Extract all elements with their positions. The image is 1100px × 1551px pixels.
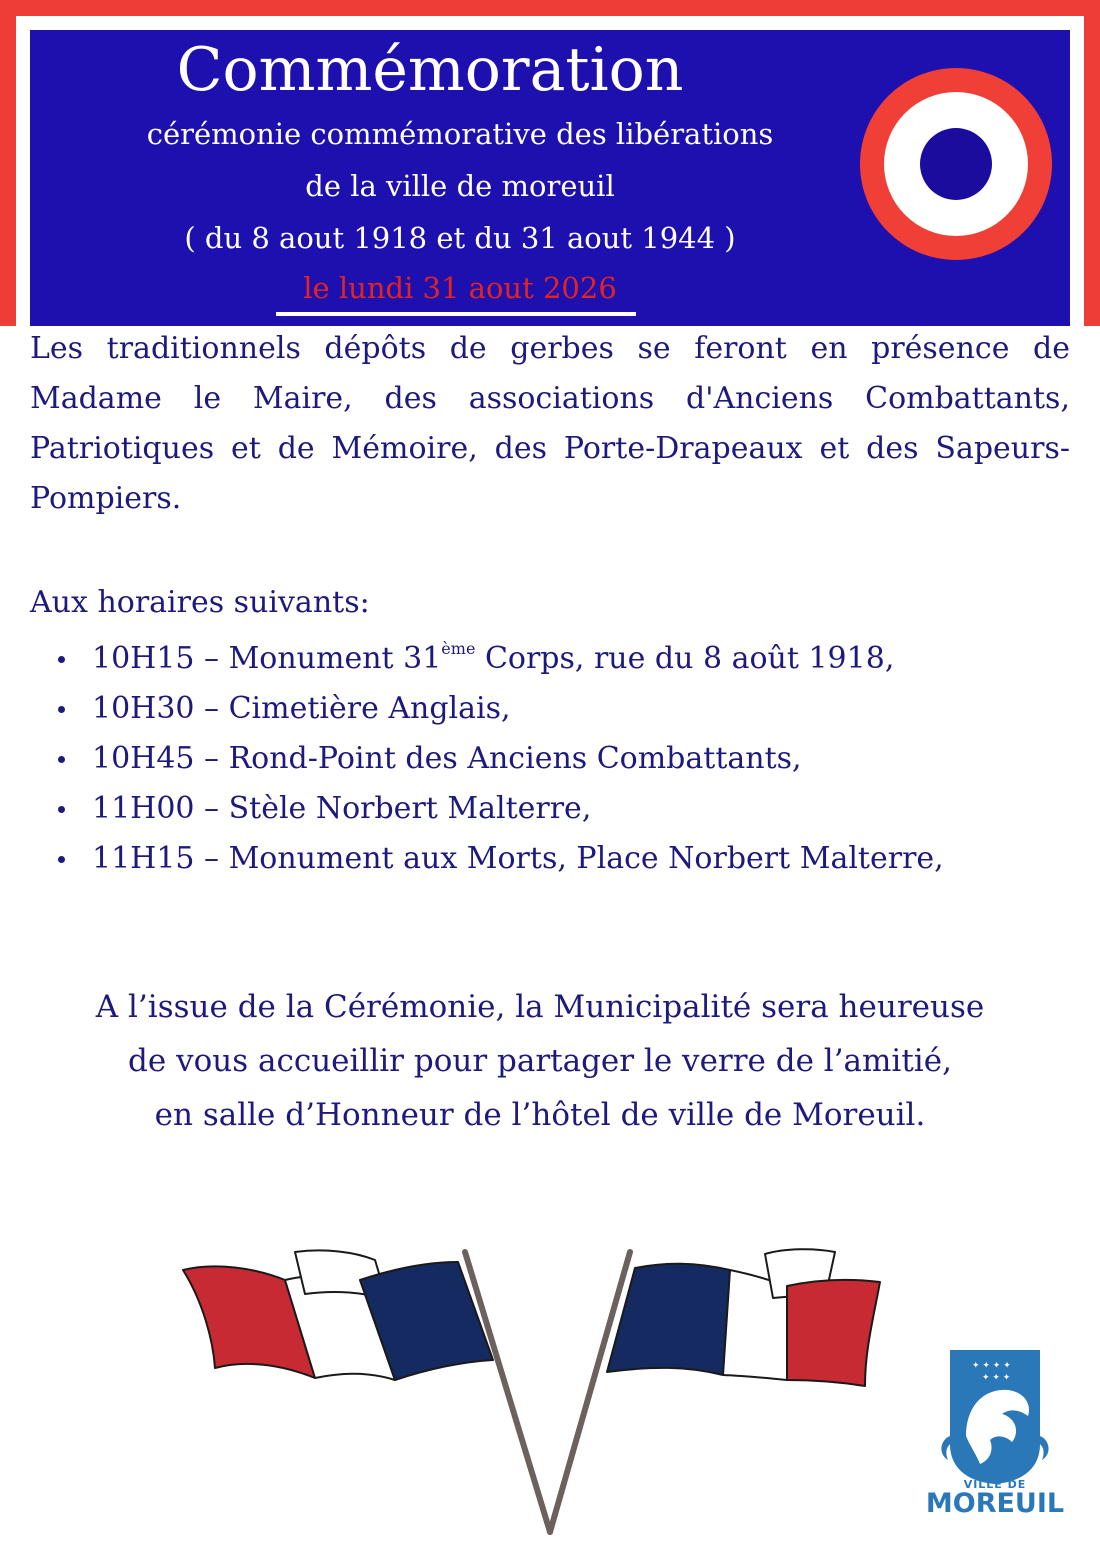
list-item xyxy=(30,784,1030,834)
date-underline xyxy=(276,312,636,316)
closing-paragraph xyxy=(40,980,1040,1142)
left-flag xyxy=(183,1250,493,1380)
subtitle-line-1: cérémonie commémorative des libérations xyxy=(146,117,774,151)
list-item xyxy=(30,734,1030,784)
bullet-icon xyxy=(58,706,65,713)
bullet-icon xyxy=(58,806,65,813)
closing-line-1: A l’issue de la Cérémonie, la Municipalité sera heureuse xyxy=(95,989,985,1025)
bullet-icon xyxy=(58,856,65,863)
schedule-list xyxy=(30,634,1030,884)
schedule-item-text: 10H45 – Rond-Point des Anciens Combattants, xyxy=(92,741,802,776)
svg-text:✦ ✦ ✦: ✦ ✦ ✦ xyxy=(982,1373,1011,1383)
bullet-icon xyxy=(58,756,65,763)
bullet-icon xyxy=(58,656,65,663)
closing-line-2: de vous accueillir pour partager le verre de l’amitié, xyxy=(128,1043,952,1079)
frame-white-right xyxy=(1070,16,1084,326)
banner-subtitle xyxy=(60,108,860,264)
closing-line-3: en salle d’Honneur de l’hôtel de ville de Moreuil. xyxy=(154,1097,926,1133)
intro-paragraph: Les traditionnels dépôts de gerbes se feront en présence de Madame le Maire, des associations d'Anciens Combattants, Patriotiques et de Mémoire, des Porte-Drapeaux et des Sapeurs-Pompiers. xyxy=(30,331,1070,516)
schedule-item-text: 11H15 – Monument aux Morts, Place Norbert Malterre, xyxy=(92,841,944,876)
schedule-item-text-end: Corps, rue du 8 août 1918, xyxy=(475,641,895,676)
right-flag-pole xyxy=(550,1252,630,1532)
crossed-french-flags-icon xyxy=(175,1240,895,1540)
svg-text:✦ ✦ ✦ ✦: ✦ ✦ ✦ ✦ xyxy=(972,1361,1011,1371)
cocarde-tricolore-icon xyxy=(860,68,1052,260)
frame-red-top xyxy=(0,0,1100,16)
list-item xyxy=(30,634,1030,684)
subtitle-line-3: ( du 8 aout 1918 et du 31 aout 1944 ) xyxy=(184,221,736,255)
subtitle-line-2: de la ville de moreuil xyxy=(305,169,615,203)
left-flag-pole xyxy=(465,1252,550,1532)
logo-caption-big: MOREUIL xyxy=(925,1488,1065,1519)
page-title: Commémoration xyxy=(176,35,684,105)
frame-white-top xyxy=(16,16,1084,30)
frame-red-left xyxy=(0,0,16,326)
frame-white-left xyxy=(16,16,30,326)
schedule-item-text: 10H15 – Monument 31 xyxy=(92,641,442,676)
list-item xyxy=(30,684,1030,734)
schedule-label: Aux horaires suivants: xyxy=(30,585,370,620)
schedule-item-superscript: ème xyxy=(441,639,476,658)
schedule-item-text: 10H30 – Cimetière Anglais, xyxy=(92,691,511,726)
event-date: le lundi 31 aout 2026 xyxy=(303,271,617,305)
frame-red-right xyxy=(1084,0,1100,326)
schedule-item-text: 11H00 – Stèle Norbert Malterre, xyxy=(92,791,592,826)
list-item xyxy=(30,834,1030,884)
right-flag xyxy=(607,1249,880,1386)
logo-caption-small: VILLE DE xyxy=(963,1478,1027,1491)
